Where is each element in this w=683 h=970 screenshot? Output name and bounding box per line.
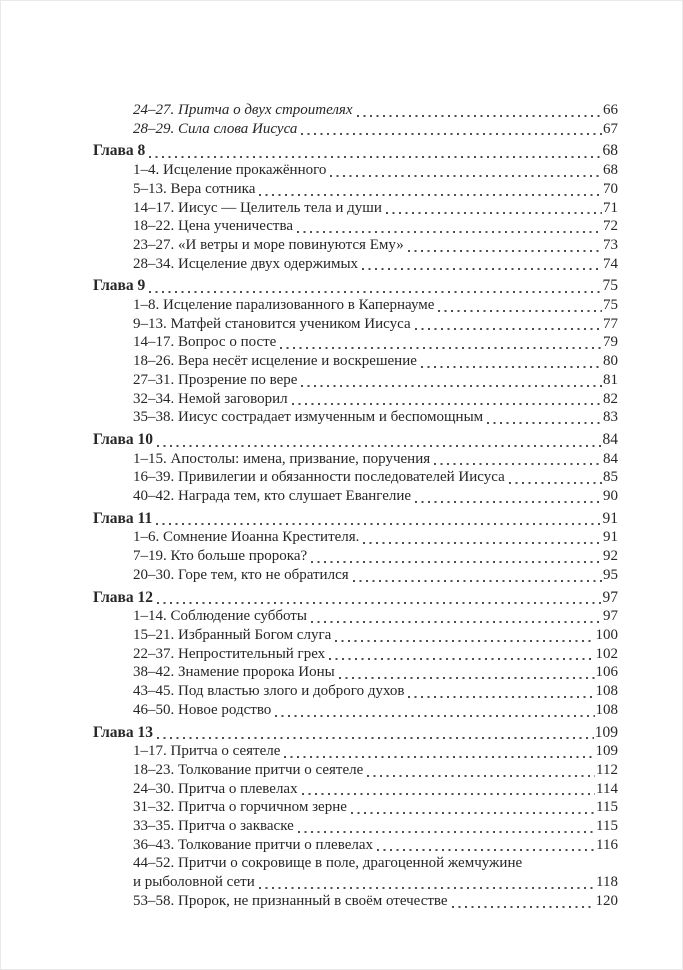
toc-entry-label: 20–30. Горе тем, кто не обратился <box>133 566 349 583</box>
toc-entry-label: 43–45. Под властью злого и доброго духов <box>133 683 405 700</box>
toc-entry-label: 28–34. Исцеление двух одержимых <box>133 255 359 272</box>
page-number: 108 <box>595 701 618 718</box>
toc-entry-row <box>93 487 618 506</box>
page-number: 92 <box>603 548 618 565</box>
dot-leader <box>363 542 602 544</box>
page-number: 97 <box>602 588 618 606</box>
page-number: 106 <box>595 664 618 681</box>
dot-leader <box>280 347 602 349</box>
toc-entry-label: и рыболовной сети <box>133 874 255 891</box>
page-number: 66 <box>603 102 618 118</box>
dot-leader <box>415 328 602 330</box>
page-number: 114 <box>596 780 618 797</box>
toc-entry-label: Глава 8 <box>93 142 146 160</box>
dot-leader <box>509 482 602 484</box>
toc-entry-row <box>93 761 618 780</box>
toc-entry-label: 16–39. Привилегии и обязанности последователей Иисуса <box>133 469 505 486</box>
toc-entry-row <box>93 682 618 701</box>
dot-leader <box>408 696 594 698</box>
toc-entry-row <box>93 528 618 547</box>
page-number: 109 <box>594 723 618 741</box>
dot-leader <box>351 812 595 814</box>
page-number: 70 <box>603 180 618 197</box>
page-number: 102 <box>595 645 618 662</box>
table-of-contents <box>93 101 618 911</box>
page-number: 115 <box>596 799 618 816</box>
dot-leader <box>157 602 601 604</box>
page-number: 80 <box>603 353 618 370</box>
toc-entry-label: 1–8. Исцеление парализованного в Капернауме <box>133 297 435 314</box>
toc-entry-row <box>93 255 618 274</box>
page-number: 75 <box>602 277 618 295</box>
dot-leader <box>149 156 601 158</box>
dot-leader <box>301 133 602 135</box>
toc-entry-label: 38–42. Знамение пророка Ионы <box>133 664 335 681</box>
page-number: 83 <box>603 409 618 426</box>
page-number: 82 <box>603 390 618 407</box>
dot-leader <box>377 849 595 851</box>
page-number: 81 <box>603 371 618 388</box>
dot-leader <box>302 793 595 795</box>
page-number: 77 <box>603 315 618 332</box>
toc-entry-label: 31–32. Притча о горчичном зерне <box>133 799 347 816</box>
page-number: 79 <box>603 334 618 351</box>
toc-entry-label: 23–27. «И ветры и море повинуются Ему» <box>133 236 404 253</box>
page-number: 97 <box>603 608 618 625</box>
toc-entry-row <box>93 566 618 585</box>
page-number: 90 <box>603 488 618 505</box>
dot-leader <box>434 463 602 465</box>
page-number: 84 <box>603 450 618 467</box>
toc-entry-row <box>93 408 618 427</box>
page-number: 95 <box>603 566 618 583</box>
toc-chapter-row <box>93 724 618 743</box>
toc-entry-row <box>93 645 618 664</box>
dot-leader <box>421 366 602 368</box>
toc-entry-row <box>93 817 618 836</box>
toc-entry-row <box>93 315 618 334</box>
toc-entry-label: Глава 10 <box>93 430 154 448</box>
dot-leader <box>157 445 601 447</box>
toc-entry-row <box>93 468 618 487</box>
toc-entry-label: 1–17. Притча о сеятеле <box>133 743 281 760</box>
toc-entry-label: 18–23. Толкование притчи о сеятеле <box>133 761 364 778</box>
dot-leader <box>452 906 595 908</box>
dot-leader <box>408 250 602 252</box>
toc-entry-label: 24–27. Притча о двух строителях <box>133 102 353 118</box>
toc-entry-label: 15–21. Избранный Богом слуга <box>133 626 332 643</box>
toc-entry-label: 28–29. Сила слова Иисуса <box>133 120 298 137</box>
toc-chapter-row <box>93 277 618 296</box>
dot-leader <box>362 268 602 270</box>
dot-leader <box>157 737 594 739</box>
page-number: 67 <box>603 120 618 137</box>
toc-entry-label: 32–34. Немой заговорил <box>133 390 288 407</box>
page-number: 84 <box>602 430 618 448</box>
page-number: 75 <box>603 297 618 314</box>
page-number: 115 <box>596 818 618 835</box>
toc-chapter-row <box>93 431 618 450</box>
toc-entry-label: 14–17. Иисус — Целитель тела и души <box>133 199 382 216</box>
page-number: 109 <box>595 743 618 760</box>
toc-entry-label: 7–19. Кто больше пророка? <box>133 548 308 565</box>
dot-leader <box>149 291 601 293</box>
toc-entry-label: Глава 9 <box>93 277 146 295</box>
dot-leader <box>357 115 602 117</box>
toc-entry-row <box>93 780 618 799</box>
toc-entry-label: 33–35. Притча о закваске <box>133 818 294 835</box>
dot-leader <box>156 523 601 525</box>
toc-entry-label: 27–31. Прозрение по вере <box>133 371 298 388</box>
page-number: 91 <box>602 509 618 527</box>
toc-entry-row <box>93 180 618 199</box>
toc-entry-row <box>93 217 618 236</box>
dot-leader <box>301 385 602 387</box>
toc-entry-row <box>93 547 618 566</box>
toc-entry-label: 1–4. Исцеление прокажённого <box>133 162 327 179</box>
dot-leader <box>259 194 602 196</box>
page-number: 116 <box>596 836 618 853</box>
dot-leader <box>311 621 602 623</box>
page-number: 73 <box>603 236 618 253</box>
dot-leader <box>297 231 602 233</box>
toc-entry-row <box>93 626 618 645</box>
toc-entry-label: 5–13. Вера сотника <box>133 180 256 197</box>
toc-entry-label: 46–50. Новое родство <box>133 701 272 718</box>
dot-leader <box>259 887 595 889</box>
dot-leader <box>415 501 602 503</box>
toc-entry-row <box>93 120 618 139</box>
toc-entry-label: 40–42. Награда тем, кто слушает Евангелие <box>133 488 412 505</box>
toc-entry-label: 1–6. Сомнение Иоанна Крестителя. <box>133 529 360 546</box>
toc-entry-label: 36–43. Толкование притчи о плевелах <box>133 836 373 853</box>
dot-leader <box>292 403 602 405</box>
toc-entry-label: 44–52. Притчи о сокровище в поле, драгоценной жемчужине <box>133 855 523 872</box>
dot-leader <box>487 422 602 424</box>
toc-entry-label: Глава 13 <box>93 723 154 741</box>
dot-leader <box>284 756 594 758</box>
toc-entry-row <box>93 236 618 255</box>
toc-chapter-row <box>93 142 618 161</box>
dot-leader <box>367 775 595 777</box>
toc-entry-label: Глава 12 <box>93 588 154 606</box>
toc-entry-row <box>93 892 618 911</box>
toc-entry-label: 53–58. Пророк, не признанный в своём отечестве <box>133 892 448 909</box>
page-number: 85 <box>603 469 618 486</box>
page-number: 68 <box>602 142 618 160</box>
toc-entry-row <box>93 873 618 892</box>
toc-entry-row <box>93 199 618 218</box>
toc-entry-label: 24–30. Притча о плевелах <box>133 780 298 797</box>
page-number: 71 <box>603 199 618 216</box>
toc-entry-row <box>93 798 618 817</box>
dot-leader <box>339 677 595 679</box>
toc-entry-row <box>93 352 618 371</box>
toc-entry-row <box>93 663 618 682</box>
toc-entry-row <box>93 296 618 315</box>
dot-leader <box>386 212 602 214</box>
toc-entry-row <box>93 854 618 873</box>
toc-entry-row <box>93 742 618 761</box>
dot-leader <box>335 640 594 642</box>
toc-entry-label: 1–14. Соблюдение субботы <box>133 608 307 625</box>
toc-entry-row <box>93 607 618 626</box>
dot-leader <box>298 831 595 833</box>
toc-entry-row <box>93 333 618 352</box>
toc-entry-label: 9–13. Матфей становится учеником Иисуса <box>133 315 411 332</box>
page-number: 108 <box>595 683 618 700</box>
page-number: 68 <box>603 162 618 179</box>
page-number: 72 <box>603 218 618 235</box>
dot-leader <box>438 310 602 312</box>
toc-entry-row <box>93 390 618 409</box>
dot-leader <box>330 175 602 177</box>
toc-entry-label: 1–15. Апостолы: имена, призвание, поручения <box>133 450 431 467</box>
toc-entry-label: 35–38. Иисус сострадает измученным и беспомощным <box>133 409 484 426</box>
toc-chapter-row <box>93 510 618 529</box>
toc-entry-row <box>93 450 618 469</box>
dot-leader <box>275 715 594 717</box>
page-number: 100 <box>595 626 618 643</box>
toc-entry-label: 14–17. Вопрос о посте <box>133 334 277 351</box>
dot-leader <box>329 658 594 660</box>
dot-leader <box>311 561 602 563</box>
toc-entry-label: 18–26. Вера несёт исцеление и воскрешение <box>133 353 417 370</box>
toc-entry-row <box>93 836 618 855</box>
page-number: 112 <box>596 761 618 778</box>
toc-entry-row <box>93 701 618 720</box>
page-number: 118 <box>596 874 618 891</box>
toc-entry-row <box>93 161 618 180</box>
toc-entry-label: 18–22. Цена ученичества <box>133 218 294 235</box>
page-number: 91 <box>603 529 618 546</box>
page-number: 74 <box>603 255 618 272</box>
toc-chapter-row <box>93 589 618 608</box>
toc-entry-label: 22–37. Непростительный грех <box>133 645 326 662</box>
page-number: 120 <box>595 892 618 909</box>
toc-entry-row <box>93 101 618 120</box>
toc-entry-label: Глава 11 <box>93 509 153 527</box>
dot-leader <box>353 580 602 582</box>
toc-entry-row <box>93 371 618 390</box>
